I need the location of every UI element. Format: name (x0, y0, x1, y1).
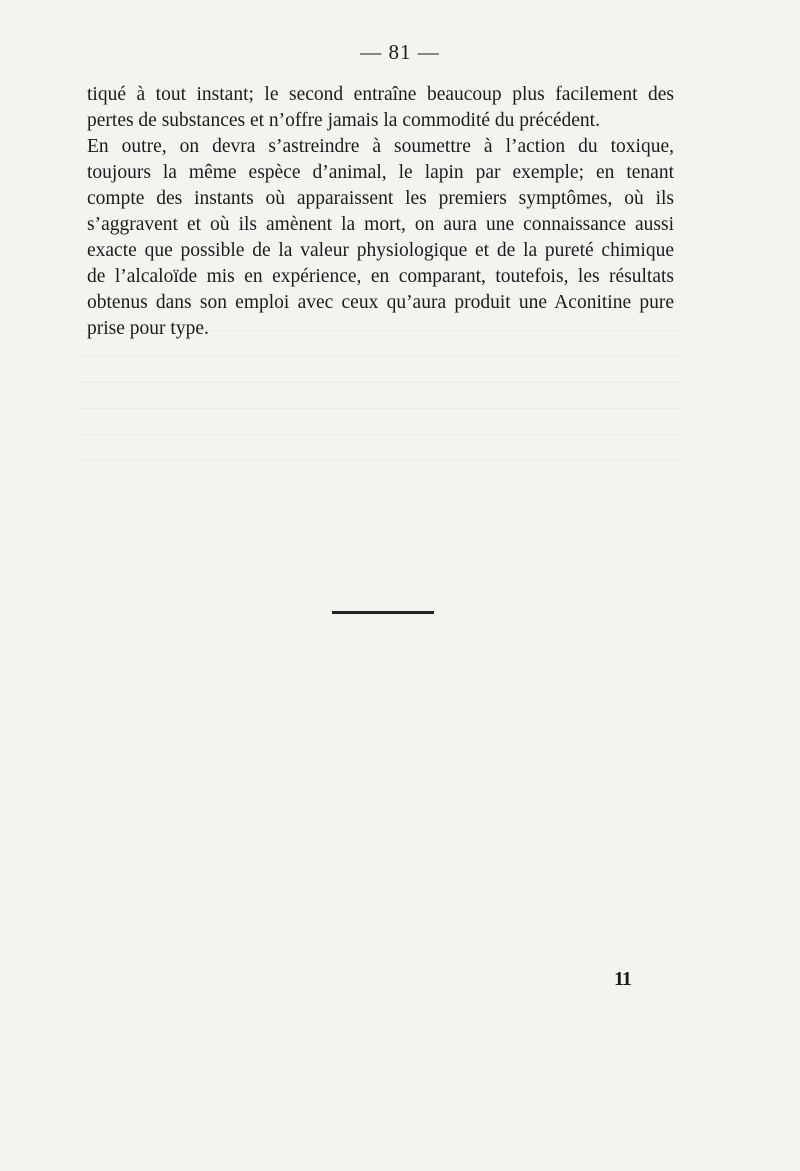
text-line: prise pour type. (87, 318, 209, 339)
text-line: compte des instants où apparaissent les premiers symptômes, où ils (87, 188, 674, 209)
text-line: toujours la même espèce d’animal, le lapin par exemple; en tenant (87, 162, 674, 183)
text-line: de l’alcaloïde mis en expérience, en comparant, toutefois, les résultats (87, 266, 674, 287)
section-end-rule (332, 611, 434, 614)
show-through-line (80, 460, 680, 461)
show-through-line (80, 356, 680, 357)
body-text (87, 82, 674, 342)
text-line: exacte que possible de la valeur physiologique et de la pureté chimique (87, 240, 674, 261)
text-line: obtenus dans son emploi avec ceux qu’aura produit une Aconitine pure (87, 292, 674, 313)
show-through-line (80, 382, 680, 383)
text-line: s’aggravent et où ils amènent la mort, on aura une connaissance aussi (87, 214, 674, 235)
show-through-line (80, 434, 680, 435)
show-through-line (80, 408, 680, 409)
page-number: — 81 — (360, 40, 440, 64)
text-line: tiqué à tout instant; le second entraîne beaucoup plus facilement des (87, 84, 674, 105)
signature-mark: 11 (614, 968, 631, 990)
text-line: En outre, on devra s’astreindre à soumettre à l’action du toxique, (87, 136, 674, 157)
text-line: pertes de substances et n’offre jamais la commodité du précédent. (87, 110, 600, 131)
